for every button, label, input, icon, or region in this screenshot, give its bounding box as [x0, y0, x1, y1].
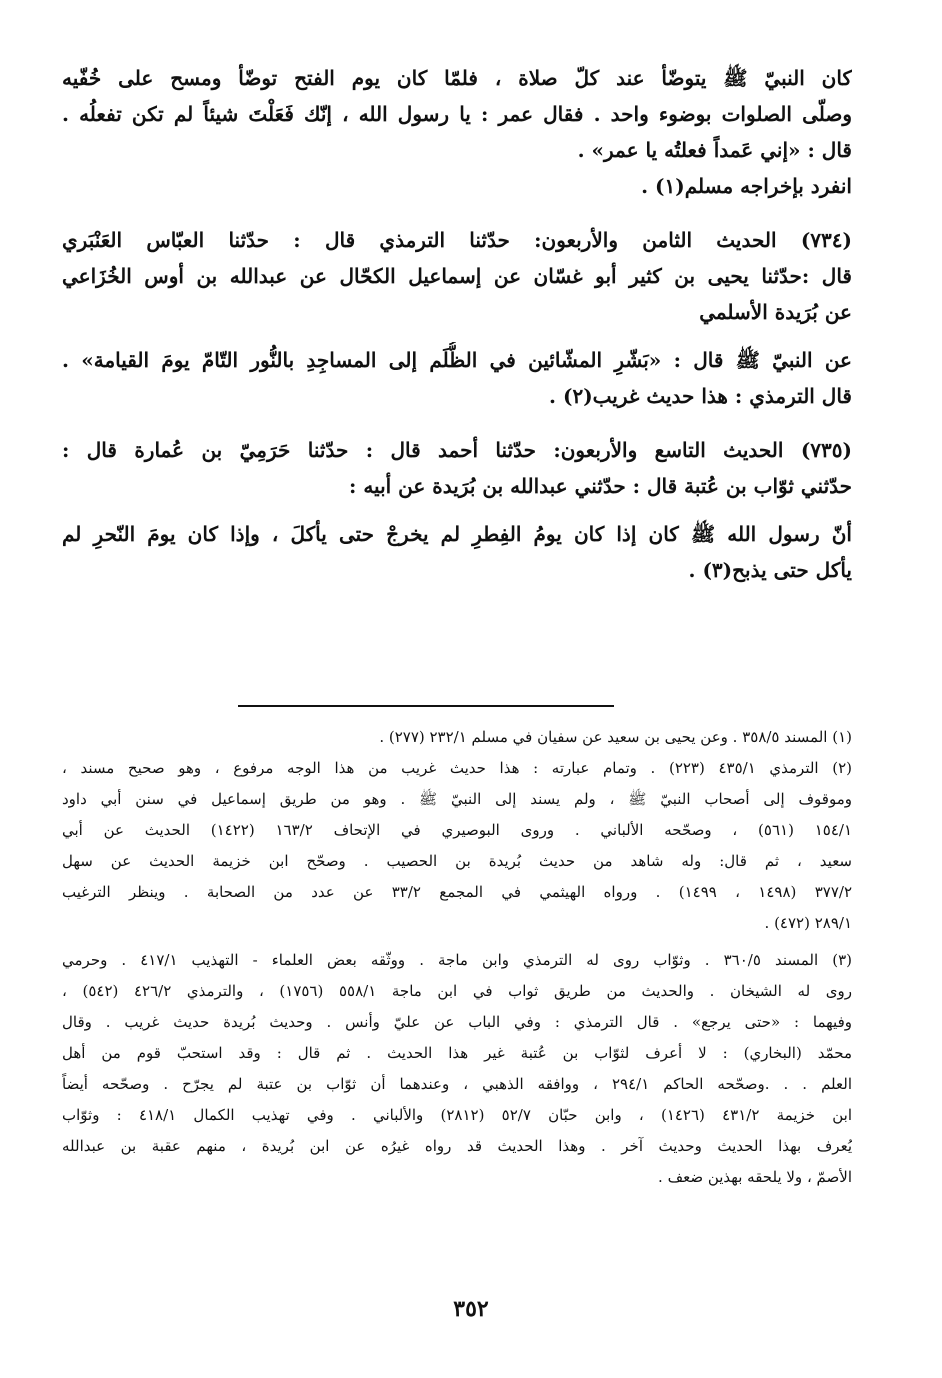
hadith-heading: (٧٣٤) الحديث الثامن والأربعون: حدّثنا الترمذي قال : حدّثنا العبّاس العَنْبَري — [62, 228, 852, 252]
footnote-line: محمّد (البخاري) : لا أعرف لثوّاب بن عُتبة غير هذا الحديث . ثم قال : وقد استحبّ قوم من أهل — [62, 1044, 852, 1062]
footnote-line: (٣) المسند ٣٦٠/٥ . وثوّاب روى له الترمذي وابن ماجة . ووثّقه بعض العلماء - التهذيب ٤١٧/١ . وحرمي — [62, 951, 852, 969]
footnote-separator — [238, 705, 614, 707]
footnote-line: ابن خزيمة ٤٣١/٢ (١٤٢٦) ، وابن حبّان ٥٢/٧ (٢٨١٢) والألباني . وفي تهذيب الكمال ٤١٨/١ : وثوّاب — [62, 1106, 852, 1124]
text-line: قال الترمذي : هذا حديث غريب(٢) . — [549, 384, 852, 408]
text-line: وصلّى الصلوات بوضوء واحد . فقال عمر : يا رسول الله ، إنّك فَعَلْتَ شيئاً لم تكن تفعلُه . — [62, 102, 852, 126]
footnote-line: (٢) الترمذي ٤٣٥/١ (٢٢٣) . وتمام عبارته : هذا حديث غريب من هذا الوجه مرفوع ، وهو صحيح مسند ، — [62, 759, 852, 777]
text-line: انفرد بإخراجه مسلم(١) . — [641, 174, 852, 198]
footnote-line: ٢٨٩/١ (٤٧٢) . — [764, 914, 852, 932]
text-line: عن النبيّ ﷺ قال : «بَشّرِ المشّائين في الظُّلَم إلى المساجِدِ بالنُّور التّامّ يومَ القيامة» . — [62, 348, 852, 372]
main-text — [62, 60, 852, 588]
footnotes — [62, 722, 852, 1193]
text-line: قال :حدّثنا يحيى بن كثير أبو غسّان عن إسماعيل الكحّال عن عبدالله بن أوس الخُزَاعي — [62, 264, 852, 288]
footnote-line: يُعرف بهذا الحديث وحديث آخر . وهذا الحديث قد رواه غيرُه عن ابن بُريدة ، منهم عقبة بن عبدالله — [62, 1137, 852, 1155]
footnote-line: وفيهما : «حتى يرجع» . قال الترمذي : وفي الباب عن عليّ وأنس . وحديث بُريدة حديث غريب . وقال — [62, 1013, 852, 1031]
footnote-line: (١) المسند ٣٥٨/٥ . وعن يحيى بن سعيد عن سفيان في مسلم ٢٣٢/١ (٢٧٧) . — [379, 728, 852, 746]
text-line: أنّ رسول الله ﷺ كان إذا كان يومُ الفِطرِ لم يخرجْ حتى يأكلَ ، وإذا كان يومَ النّحرِ لم — [62, 522, 852, 546]
footnote-line: روى له الشيخان . والحديث من طريق ثواب في ابن ماجة ٥٥٨/١ (١٧٥٦) ، والترمذي ٤٢٦/٢ (٥٤٢) ، — [62, 982, 852, 1000]
text-line: قال : «إني عَمداً فعلتُه يا عمر» . — [577, 138, 852, 162]
hadith-heading: (٧٣٥) الحديث التاسع والأربعون: حدّثنا أحمد قال : حدّثنا حَرَمِيّ بن عُمارة قال : — [62, 438, 852, 462]
footnote-line: الأصمّ ، ولا يلحقه بهذين ضعف . — [658, 1168, 852, 1186]
page-number: ٣٥٢ — [453, 1296, 489, 1322]
footnote-line: سعيد ، ثم قال: وله شاهد من حديث بُريدة بن الحصيب . وصحّح ابن خزيمة الحديث عن سهل — [62, 852, 852, 870]
text-line: حدّثني ثوّاب بن عُتبة قال : حدّثني عبدالله بن بُرَيدة عن أبيه : — [348, 474, 852, 498]
text-line: يأكل حتى يذبح(٣) . — [688, 558, 852, 582]
footnote-line: العلم . . .وصحّحه الحاكم ٢٩٤/١ ، ووافقه الذهبي ، وعندهما أن ثوّاب بن عتبة لم يجرّح . وصحّحه أيضاً — [62, 1075, 852, 1093]
footnote-line: ٣٧٧/٢ (١٤٩٨ ، ١٤٩٩) . ورواه الهيثمي في المجمع ٣٣/٢ عن عدد من الصحابة . وينظر الترغيب — [62, 883, 852, 901]
text-line: كان النبيّ ﷺ يتوضّأ عند كلّ صلاة ، فلمّا كان يوم الفتح توضّأ ومسح على خُفّيه — [62, 66, 852, 90]
footnote-line: وموقوف إلى أصحاب النبيّ ﷺ ، ولم يسند إلى النبيّ ﷺ . وهو من طريق إسماعيل في سنن أبي داود — [62, 790, 852, 808]
footnote-line: ١٥٤/١ (٥٦١) ، وصحّحه الألباني . وروى البوصيري في الإتحاف ١٦٣/٢ (١٤٢٢) الحديث عن أبي — [62, 821, 852, 839]
text-line: عن بُرَيدة الأسلمي — [699, 300, 852, 324]
